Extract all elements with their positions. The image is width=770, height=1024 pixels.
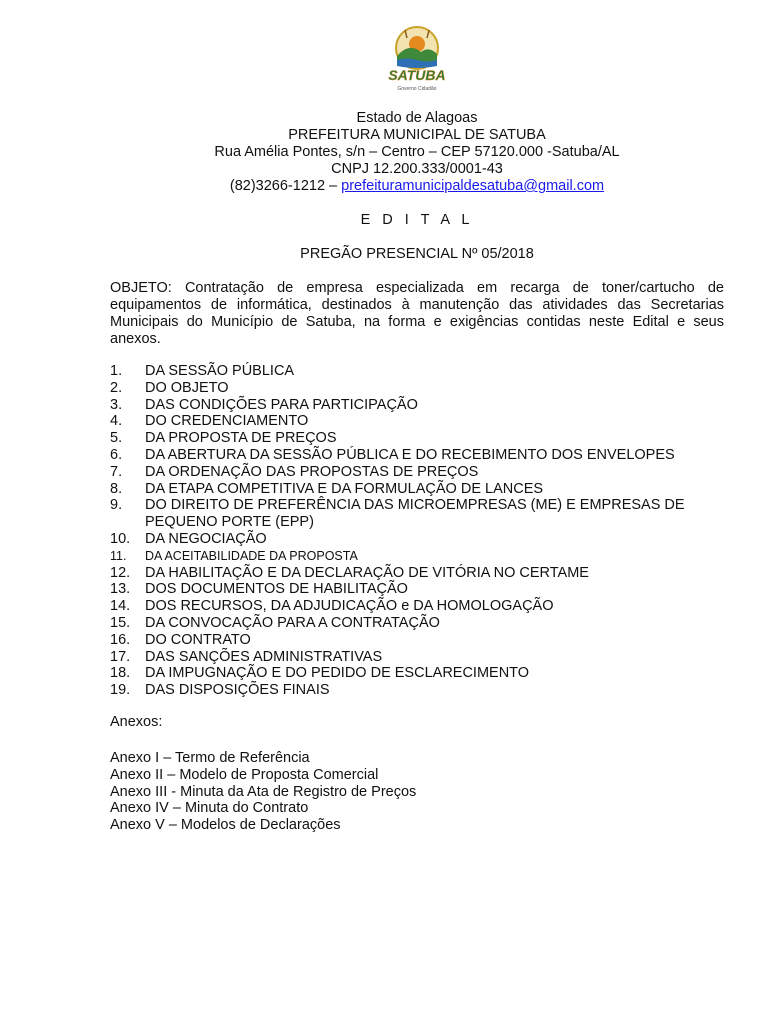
anexo-item: Anexo V – Modelos de Declarações [110,817,341,834]
toc-item [110,615,724,632]
toc-text: DA HABILITAÇÃO E DA DECLARAÇÃO DE VITÓRIA NO CERTAME [145,564,589,581]
address: Rua Amélia Pontes, s/n – Centro – CEP 57120.000 -Satuba/AL [214,144,620,160]
toc-text: DAS DISPOSIÇÕES FINAIS [145,682,330,699]
toc-item [110,464,724,481]
toc-text: DO OBJETO [145,379,229,396]
toc-text: DO CREDENCIAMENTO [145,413,309,430]
logo-text: SATUBA [388,67,446,83]
toc-number: 11. [110,548,127,563]
toc-text: DA SESSÃO PÚBLICA [145,363,295,379]
toc-text: DA ETAPA COMPETITIVA E DA FORMULAÇÃO DE LANCES [145,480,544,497]
toc-item [110,531,724,548]
toc-number: 10. [110,530,131,547]
toc-item [110,581,724,598]
toc-number: 14. [110,598,131,615]
toc-text: DA NEGOCIAÇÃO [145,530,267,547]
toc-text: DA IMPUGNAÇÃO E DO PEDIDO DE ESCLARECIMENTO [145,665,530,682]
anexos-list [110,750,724,834]
toc-text: DAS SANÇÕES ADMINISTRATIVAS [145,648,383,665]
toc-number: 19. [110,682,131,699]
email-link[interactable]: prefeituramunicipaldesatuba@gmail.com [341,178,605,194]
toc-item [110,649,724,666]
toc-number: 12. [110,564,131,581]
toc-number: 1. [110,363,123,379]
toc-item [110,632,724,649]
toc-number: 18. [110,665,131,682]
toc-number: 17. [110,648,131,665]
logo-tagline: Governo Cidadão [397,86,437,92]
toc-text: DO CONTRATO [145,631,251,648]
toc-text: DAS CONDIÇÕES PARA PARTICIPAÇÃO [145,396,418,413]
toc-number: 2. [110,379,123,396]
satuba-municipal-logo-icon [375,24,459,96]
toc-number: 3. [110,396,123,413]
toc-number: 15. [110,614,131,631]
toc-item [110,380,724,397]
toc-item [110,548,724,565]
toc-item [110,447,724,464]
toc-number: 7. [110,463,123,480]
anexo-item: Anexo I – Termo de Referência [110,750,310,766]
toc-number: 16. [110,631,131,648]
anexos-heading: Anexos: [110,714,163,730]
objeto-paragraph: OBJETO: Contratação de empresa especializada em recarga de toner/cartucho de equipamentos de informática, destinados à manutenção das atividades das Secretarias Municipais do Município de Satuba, na forma e exigências contidas neste Edital e seus anexos. [110,280,724,347]
toc-text: DA ORDENAÇÃO DAS PROPOSTAS DE PREÇOS [145,463,479,480]
toc-item [110,481,724,498]
toc-item [110,665,724,682]
toc-number: 8. [110,480,123,497]
document-header [110,110,724,195]
toc-number: 9. [110,497,123,514]
toc-text: DA CONVOCAÇÃO PARA A CONTRATAÇÃO [145,614,440,631]
toc-text: DA PROPOSTA DE PREÇOS [145,430,337,447]
toc-number: 6. [110,446,123,463]
toc-text: DOS DOCUMENTOS DE HABILITAÇÃO [145,581,408,598]
toc-item [110,497,724,531]
state-name: Estado de Alagoas [356,110,478,126]
phone: (82)3266-1212 – [229,178,342,194]
anexo-item: Anexo III - Minuta da Ata de Registro de Preços [110,783,417,800]
toc-item [110,397,724,414]
pregao-number: PREGÃO PRESENCIAL Nº 05/2018 [300,246,534,262]
toc-item [110,598,724,615]
cnpj: CNPJ 12.200.333/0001-43 [331,161,503,177]
toc-text: DOS RECURSOS, DA ADJUDICAÇÃO e DA HOMOLOGAÇÃO [145,598,554,615]
toc-text: DA ACEITABILIDADE DA PROPOSTA [145,548,358,563]
toc-number: 13. [110,581,131,598]
anexo-item: Anexo IV – Minuta do Contrato [110,800,309,817]
toc-item [110,682,724,699]
prefecture-name: PREFEITURA MUNICIPAL DE SATUBA [288,127,546,143]
satuba-logo [375,24,459,96]
toc-item [110,363,724,380]
toc-text: DA ABERTURA DA SESSÃO PÚBLICA E DO RECEBIMENTO DOS ENVELOPES [145,446,675,463]
toc-number: 4. [110,413,123,430]
toc-item [110,565,724,582]
table-of-contents [110,363,724,699]
document-title: E D I T A L [360,212,474,228]
toc-text: DO DIREITO DE PREFERÊNCIA DAS MICROEMPRESAS (ME) E EMPRESAS DE PEQUENO PORTE (EPP) [145,497,685,531]
contact-line [110,178,724,195]
toc-item [110,430,724,447]
anexo-item: Anexo II – Modelo de Proposta Comercial [110,766,379,783]
toc-number: 5. [110,430,123,447]
toc-item [110,413,724,430]
